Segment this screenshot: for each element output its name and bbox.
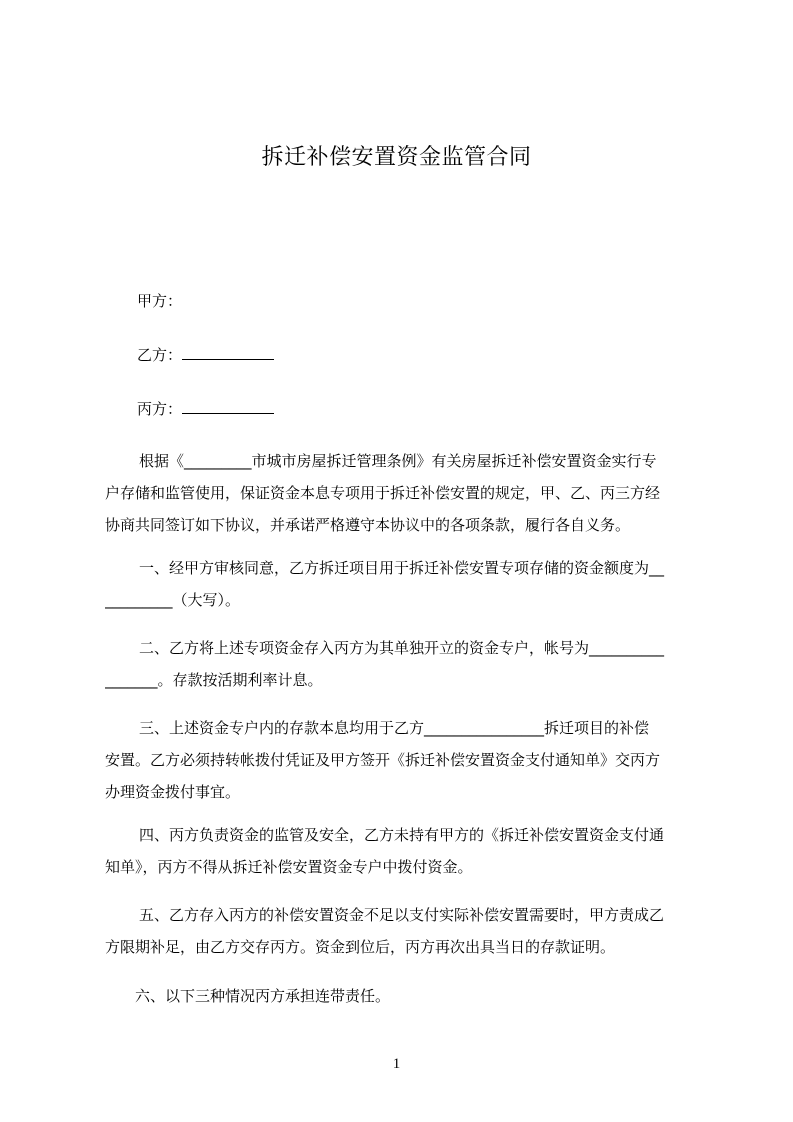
party-a-label: 甲方： <box>137 292 183 310</box>
party-b-blank <box>182 345 274 360</box>
clause-5-paragraph <box>105 899 701 963</box>
party-b-label: 乙方： <box>137 346 183 364</box>
clause-1-paragraph <box>105 552 701 616</box>
clause-line: 四、丙方负责资金的监管及安全，乙方未持有甲方的《拆迁补偿安置资金支付通 <box>139 826 665 844</box>
preamble-line: 协商共同签订如下协议，并承诺严格遵守本协议中的各项条款，履行各自义务。 <box>105 516 631 534</box>
clause-line: 二、乙方将上述专项资金存入丙方为其单独开立的资金专户，帐号为__________ <box>139 639 665 657</box>
clause-3-paragraph <box>105 712 701 808</box>
preamble-line: 户存储和监管使用，保证资金本息专项用于拆迁补偿安置的规定，甲、乙、丙三方经 <box>105 484 661 502</box>
document-title: 拆迁补偿安置资金监管合同 <box>261 145 532 170</box>
party-b-line <box>137 345 274 365</box>
clause-4-paragraph <box>105 819 701 883</box>
clause-line: 方限期补足，由乙方交存丙方。资金到位后，丙方再次出具当日的存款证明。 <box>105 938 616 956</box>
party-c-label: 丙方： <box>137 400 183 418</box>
clause-line: _______。存款按活期利率计息。 <box>105 671 323 689</box>
clause-line: _________（大写）。 <box>105 591 241 609</box>
party-c-line <box>137 399 274 419</box>
clause-2-paragraph <box>105 632 701 696</box>
clause-line: 办理资金拨付事宜。 <box>105 783 241 801</box>
page-number: 1 <box>392 1056 401 1072</box>
clause-line: 六、以下三种情况丙方承担连带责任。 <box>135 987 391 1005</box>
clause-line: 五、乙方存入丙方的补偿安置资金不足以支付实际补偿安置需要时，甲方责成乙 <box>139 906 665 924</box>
preamble-paragraph <box>105 445 701 541</box>
clause-line: 一、经甲方审核同意，乙方拆迁项目用于拆迁补偿安置专项存储的资金额度为__ <box>139 559 665 577</box>
preamble-line: 根据《_________市城市房屋拆迁管理条例》有关房屋拆迁补偿安置资金实行专 <box>139 452 657 470</box>
party-a-line <box>137 291 182 311</box>
clause-line: 安置。乙方必须持转帐拨付凭证及甲方签开《拆迁补偿安置资金支付通知单》交丙方 <box>105 751 661 769</box>
clause-line: 知单》，丙方不得从拆迁补偿安置资金专户中拨付资金。 <box>105 858 473 876</box>
party-c-blank <box>182 399 274 414</box>
clause-6-paragraph <box>105 980 701 1012</box>
clause-line: 三、上述资金专户内的存款本息均用于乙方________________拆迁项目的补偿 <box>139 719 650 737</box>
